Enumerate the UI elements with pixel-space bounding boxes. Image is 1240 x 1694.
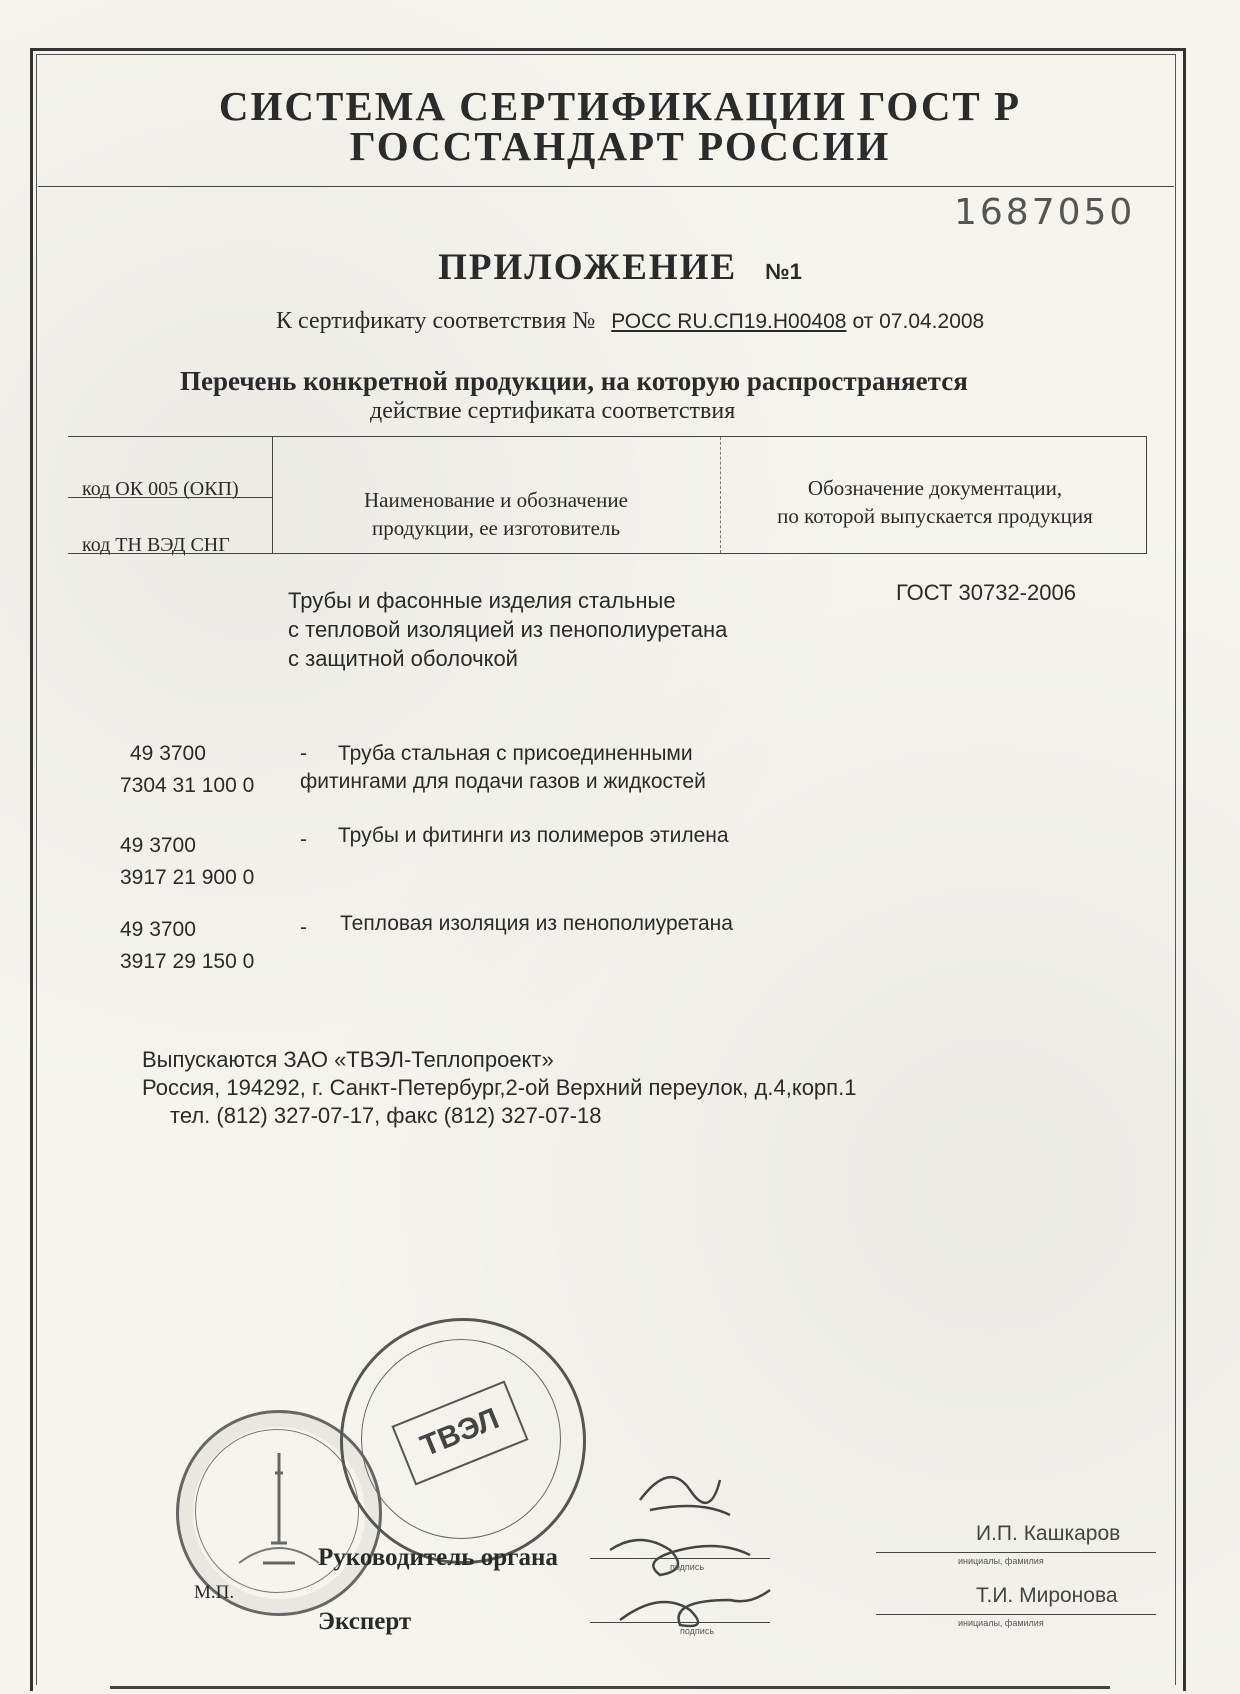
company-logo: ТВЭЛ xyxy=(391,1380,528,1485)
item-tn-code: 7304 31 100 0 xyxy=(120,774,255,797)
expert-name: Т.И. Миронова xyxy=(976,1584,1118,1607)
certificate-reference xyxy=(276,308,984,335)
item-tn-code: 3917 21 900 0 xyxy=(120,866,255,889)
blank-number: 1687050 xyxy=(954,192,1136,233)
expert-name-caption: инициалы, фамилия xyxy=(958,1618,1044,1628)
product-group-line1: Трубы и фасонные изделия стальные xyxy=(288,588,676,613)
header-title-line1: СИСТЕМА СЕРТИФИКАЦИИ ГОСТ Р xyxy=(218,83,1022,129)
item-description xyxy=(338,822,729,850)
expert-signature-line xyxy=(590,1622,770,1623)
list-title-line2: действие сертификата соответствия xyxy=(370,398,736,424)
manufacturer-name: Выпускаются ЗАО «ТВЭЛ-Теплопроект» xyxy=(142,1047,554,1072)
manufacturer-address: Россия, 194292, г. Санкт-Петербург,2-ой Верхний переулок, д.4,корп.1 xyxy=(142,1075,857,1100)
product-group-line3: с защитной оболочкой xyxy=(288,646,518,671)
manufacturer-block xyxy=(142,1046,856,1130)
item-dash: - xyxy=(300,828,307,851)
appendix-title-text: ПРИЛОЖЕНИЕ xyxy=(438,247,738,288)
head-signature-line xyxy=(590,1558,770,1559)
stamp-place-label: М.П. xyxy=(194,1582,235,1603)
manufacturer-phone: тел. (812) 327-07-17, факс (812) 327-07-18 xyxy=(170,1103,602,1128)
item-description xyxy=(300,740,706,796)
expert-name-line xyxy=(876,1614,1156,1615)
appendix-number: №1 xyxy=(765,259,802,284)
item-okp-code: 49 3700 xyxy=(120,918,196,941)
head-signature-caption: подпись xyxy=(670,1562,705,1572)
appendix-title xyxy=(0,246,1240,289)
head-name-line xyxy=(876,1552,1156,1553)
item-line1: Труба стальная с присоединенными xyxy=(338,742,693,765)
item-codes xyxy=(120,830,254,894)
item-line1: Трубы и фитинги из полимеров этилена xyxy=(338,824,729,847)
doc-header-line2: по которой выпускается продукция xyxy=(777,504,1093,528)
tn-ved-code-label: код ТН ВЭД СНГ xyxy=(82,534,230,556)
expert-label: Эксперт xyxy=(318,1608,412,1635)
item-codes xyxy=(120,738,255,802)
bottom-frame-edge xyxy=(110,1686,1110,1689)
doc-header-line1: Обозначение документации, xyxy=(807,476,1063,500)
item-tn-code: 3917 29 150 0 xyxy=(120,950,255,973)
doc-column-header xyxy=(720,474,1150,530)
item-line2: фитингами для подачи газов и жидкостей xyxy=(300,770,706,793)
cert-prefix: К сертификату соответствия № xyxy=(276,308,596,334)
head-of-body-label: Руководитель органа xyxy=(318,1544,558,1571)
name-header-line1: Наименование и обозначение xyxy=(364,488,628,512)
okp-code-label: код ОК 005 (ОКП) xyxy=(82,478,239,500)
name-header-line2: продукции, ее изготовитель xyxy=(371,516,621,540)
item-description xyxy=(340,910,733,938)
standard-designation: ГОСТ 30732-2006 xyxy=(896,580,1076,605)
expert-signature-caption: подпись xyxy=(680,1626,715,1636)
cert-number: РОСС RU.СП19.Н00408 xyxy=(611,310,847,333)
signatures-handwritten xyxy=(580,1440,800,1640)
header-title-line2: ГОССТАНДАРТ РОССИИ xyxy=(349,123,891,169)
head-name-caption: инициалы, фамилия xyxy=(958,1556,1044,1566)
header-divider xyxy=(38,186,1174,187)
list-title-line1: Перечень конкретной продукции, на которую распространяется xyxy=(180,366,968,396)
head-name: И.П. Кашкаров xyxy=(976,1522,1121,1545)
item-dash: - xyxy=(300,742,307,765)
item-codes xyxy=(120,914,254,978)
item-line1: Тепловая изоляция из пенополиуретана xyxy=(340,912,733,935)
item-okp-code: 49 3700 xyxy=(130,742,206,765)
item-okp-code: 49 3700 xyxy=(120,834,196,857)
product-group xyxy=(288,586,727,673)
round-seal-company xyxy=(340,1318,586,1564)
item-dash: - xyxy=(300,916,307,939)
product-group-line2: с тепловой изоляцией из пенополиуретана xyxy=(288,617,728,642)
cert-date: от 07.04.2008 xyxy=(852,310,985,333)
name-column-header xyxy=(272,486,720,542)
